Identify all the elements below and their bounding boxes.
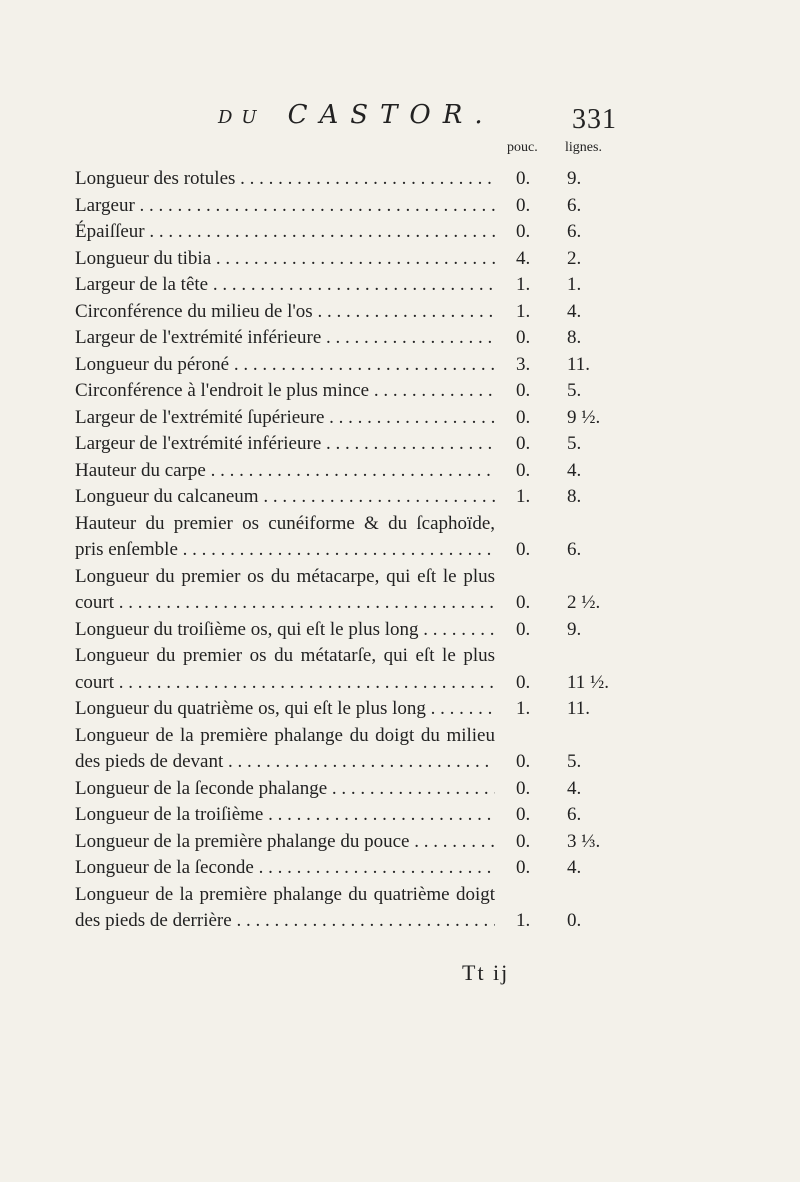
label-line: Longueur de la troiſième . . . (75, 802, 495, 829)
measurement-label (75, 378, 495, 405)
measurement-row (75, 723, 715, 776)
measurement-label (75, 246, 495, 273)
measurement-row (75, 802, 715, 829)
signature-mark: Tt ij (462, 960, 510, 985)
label-line: Longueur du troiſième os, qui eſt le plus long . . . (75, 617, 495, 644)
value-lignes: 5. (567, 433, 582, 454)
value-pouces: 4. (516, 247, 531, 269)
value-lignes: 1. (567, 274, 582, 295)
value-pouces: 0. (516, 168, 531, 189)
value-lignes: 4. (567, 300, 582, 322)
measurement-row (75, 272, 715, 299)
label-line: Hauteur du premier os cunéiforme & du ſcaphoïde, (75, 512, 495, 534)
measurement-label (75, 219, 495, 246)
measurement-table (75, 166, 715, 935)
label-line: Longueur de la ſeconde phalange . . . (75, 776, 495, 803)
value-lignes: 8. (567, 486, 582, 507)
label-line: Largeur de la tête . . . (75, 272, 495, 299)
value-pouces: 0. (516, 459, 531, 481)
page-number: 331 (572, 104, 617, 135)
value-pouces: 0. (516, 804, 531, 825)
value-pouces: 0. (516, 221, 531, 242)
value-pouces: 0. (516, 777, 531, 799)
label-line: Longueur du premier os du métatarſe, qui eſt le plus (75, 645, 495, 666)
label-line: Largeur de l'extrémité inférieure . . . (75, 325, 495, 352)
value-lignes: 11. (567, 698, 591, 719)
value-pouces: 1. (516, 486, 531, 507)
measurement-label (75, 723, 495, 776)
value-lignes: 2 ½. (567, 592, 601, 613)
label-line: court . . . (75, 590, 495, 617)
header-du: DU (218, 107, 266, 128)
value-lignes: 9 ½. (567, 406, 601, 428)
value-lignes: 5. (567, 751, 582, 772)
measurement-row (75, 378, 715, 405)
label-line: Longueur de la première phalange du pouce . . . (75, 829, 495, 856)
measurement-row (75, 325, 715, 352)
label-line: Largeur de l'extrémité inférieure . . . (75, 431, 495, 458)
value-lignes: 6. (567, 804, 582, 825)
value-pouces: 0. (516, 194, 531, 216)
measurement-row (75, 431, 715, 458)
value-lignes: 3 ⅓. (567, 830, 601, 852)
measurement-row (75, 776, 715, 803)
measurement-row (75, 855, 715, 882)
label-line: Longueur de la première phalange du doigt du milieu (75, 724, 495, 746)
label-line: Longueur du tibia . . . (75, 246, 495, 273)
label-line: des pieds de devant . . . (75, 749, 495, 776)
label-line: Longueur des rotules . . . (75, 166, 495, 193)
value-pouces: 0. (516, 618, 531, 640)
measurement-row (75, 564, 715, 617)
measurement-label (75, 776, 495, 803)
value-pouces: 1. (516, 910, 531, 931)
value-lignes: 0. (567, 910, 582, 931)
measurement-label (75, 431, 495, 458)
measurement-row (75, 219, 715, 246)
measurement-row (75, 882, 715, 935)
value-pouces: 0. (516, 751, 531, 772)
column-headers (507, 140, 602, 156)
measurement-label (75, 325, 495, 352)
value-lignes: 11. (567, 353, 591, 375)
value-pouces: 0. (516, 671, 531, 693)
measurement-row (75, 829, 715, 856)
measurement-label (75, 484, 495, 511)
label-line: Largeur de l'extrémité ſupérieure . . . (75, 405, 495, 432)
measurement-row (75, 246, 715, 273)
measurement-row (75, 643, 715, 696)
measurement-label (75, 855, 495, 882)
value-pouces: 1. (516, 274, 531, 295)
measurement-label (75, 405, 495, 432)
measurement-row (75, 299, 715, 326)
value-lignes: 9. (567, 168, 582, 189)
value-lignes: 8. (567, 327, 582, 348)
measurement-label (75, 829, 495, 856)
measurement-row (75, 352, 715, 379)
value-lignes: 11 ½. (567, 671, 610, 693)
column-header-lignes: lignes. (565, 140, 602, 155)
column-header-pouces: pouc. (507, 140, 538, 155)
value-pouces: 1. (516, 300, 531, 322)
label-line: Longueur de la ſeconde . . . (75, 855, 495, 882)
value-pouces: 0. (516, 592, 531, 613)
label-line: Circonférence du milieu de l'os . . . (75, 299, 495, 326)
label-line: court . . . (75, 670, 495, 697)
measurement-row (75, 617, 715, 644)
label-line: Largeur . . . (75, 193, 495, 220)
measurement-label (75, 617, 495, 644)
value-pouces: 1. (516, 698, 531, 719)
value-lignes: 4. (567, 777, 582, 799)
value-pouces: 0. (516, 327, 531, 348)
measurement-label (75, 802, 495, 829)
measurement-label (75, 352, 495, 379)
value-pouces: 0. (516, 433, 531, 454)
value-pouces: 0. (516, 380, 531, 401)
value-pouces: 3. (516, 353, 531, 375)
running-header (218, 100, 538, 130)
measurement-label (75, 166, 495, 193)
label-line: Longueur du premier os du métacarpe, qui eſt le plus (75, 565, 495, 587)
measurement-label (75, 299, 495, 326)
value-lignes: 6. (567, 221, 582, 242)
measurement-row (75, 511, 715, 564)
measurement-label (75, 696, 495, 723)
value-pouces: 0. (516, 857, 531, 878)
measurement-label (75, 564, 495, 617)
label-line: Épaiſſeur . . . (75, 219, 495, 246)
value-pouces: 0. (516, 830, 531, 852)
measurement-row (75, 696, 715, 723)
header-title: CASTOR. (287, 100, 495, 130)
measurement-label (75, 882, 495, 935)
value-lignes: 6. (567, 539, 582, 560)
measurement-row (75, 166, 715, 193)
measurement-row (75, 193, 715, 220)
label-line: Longueur du quatrième os, qui eſt le plus long . . . (75, 696, 495, 723)
label-line: des pieds de derrière . . . (75, 908, 495, 935)
measurement-label (75, 458, 495, 485)
value-lignes: 5. (567, 380, 582, 401)
label-line: Longueur du calcaneum . . . (75, 484, 495, 511)
value-pouces: 0. (516, 539, 531, 560)
value-lignes: 4. (567, 857, 582, 878)
measurement-row (75, 484, 715, 511)
measurement-label (75, 272, 495, 299)
value-lignes: 6. (567, 194, 582, 216)
value-pouces: 0. (516, 406, 531, 428)
value-lignes: 9. (567, 618, 582, 640)
label-line: Circonférence à l'endroit le plus mince . . . (75, 378, 495, 405)
measurement-row (75, 458, 715, 485)
label-line: pris enſemble . . . (75, 537, 495, 564)
value-lignes: 4. (567, 459, 582, 481)
label-line: Hauteur du carpe . . . (75, 458, 495, 485)
measurement-label (75, 511, 495, 564)
label-line: Longueur de la première phalange du quatrième doigt (75, 883, 495, 905)
measurement-label (75, 643, 495, 696)
label-line: Longueur du péroné . . . (75, 352, 495, 379)
measurement-row (75, 405, 715, 432)
value-lignes: 2. (567, 247, 582, 269)
measurement-label (75, 193, 495, 220)
